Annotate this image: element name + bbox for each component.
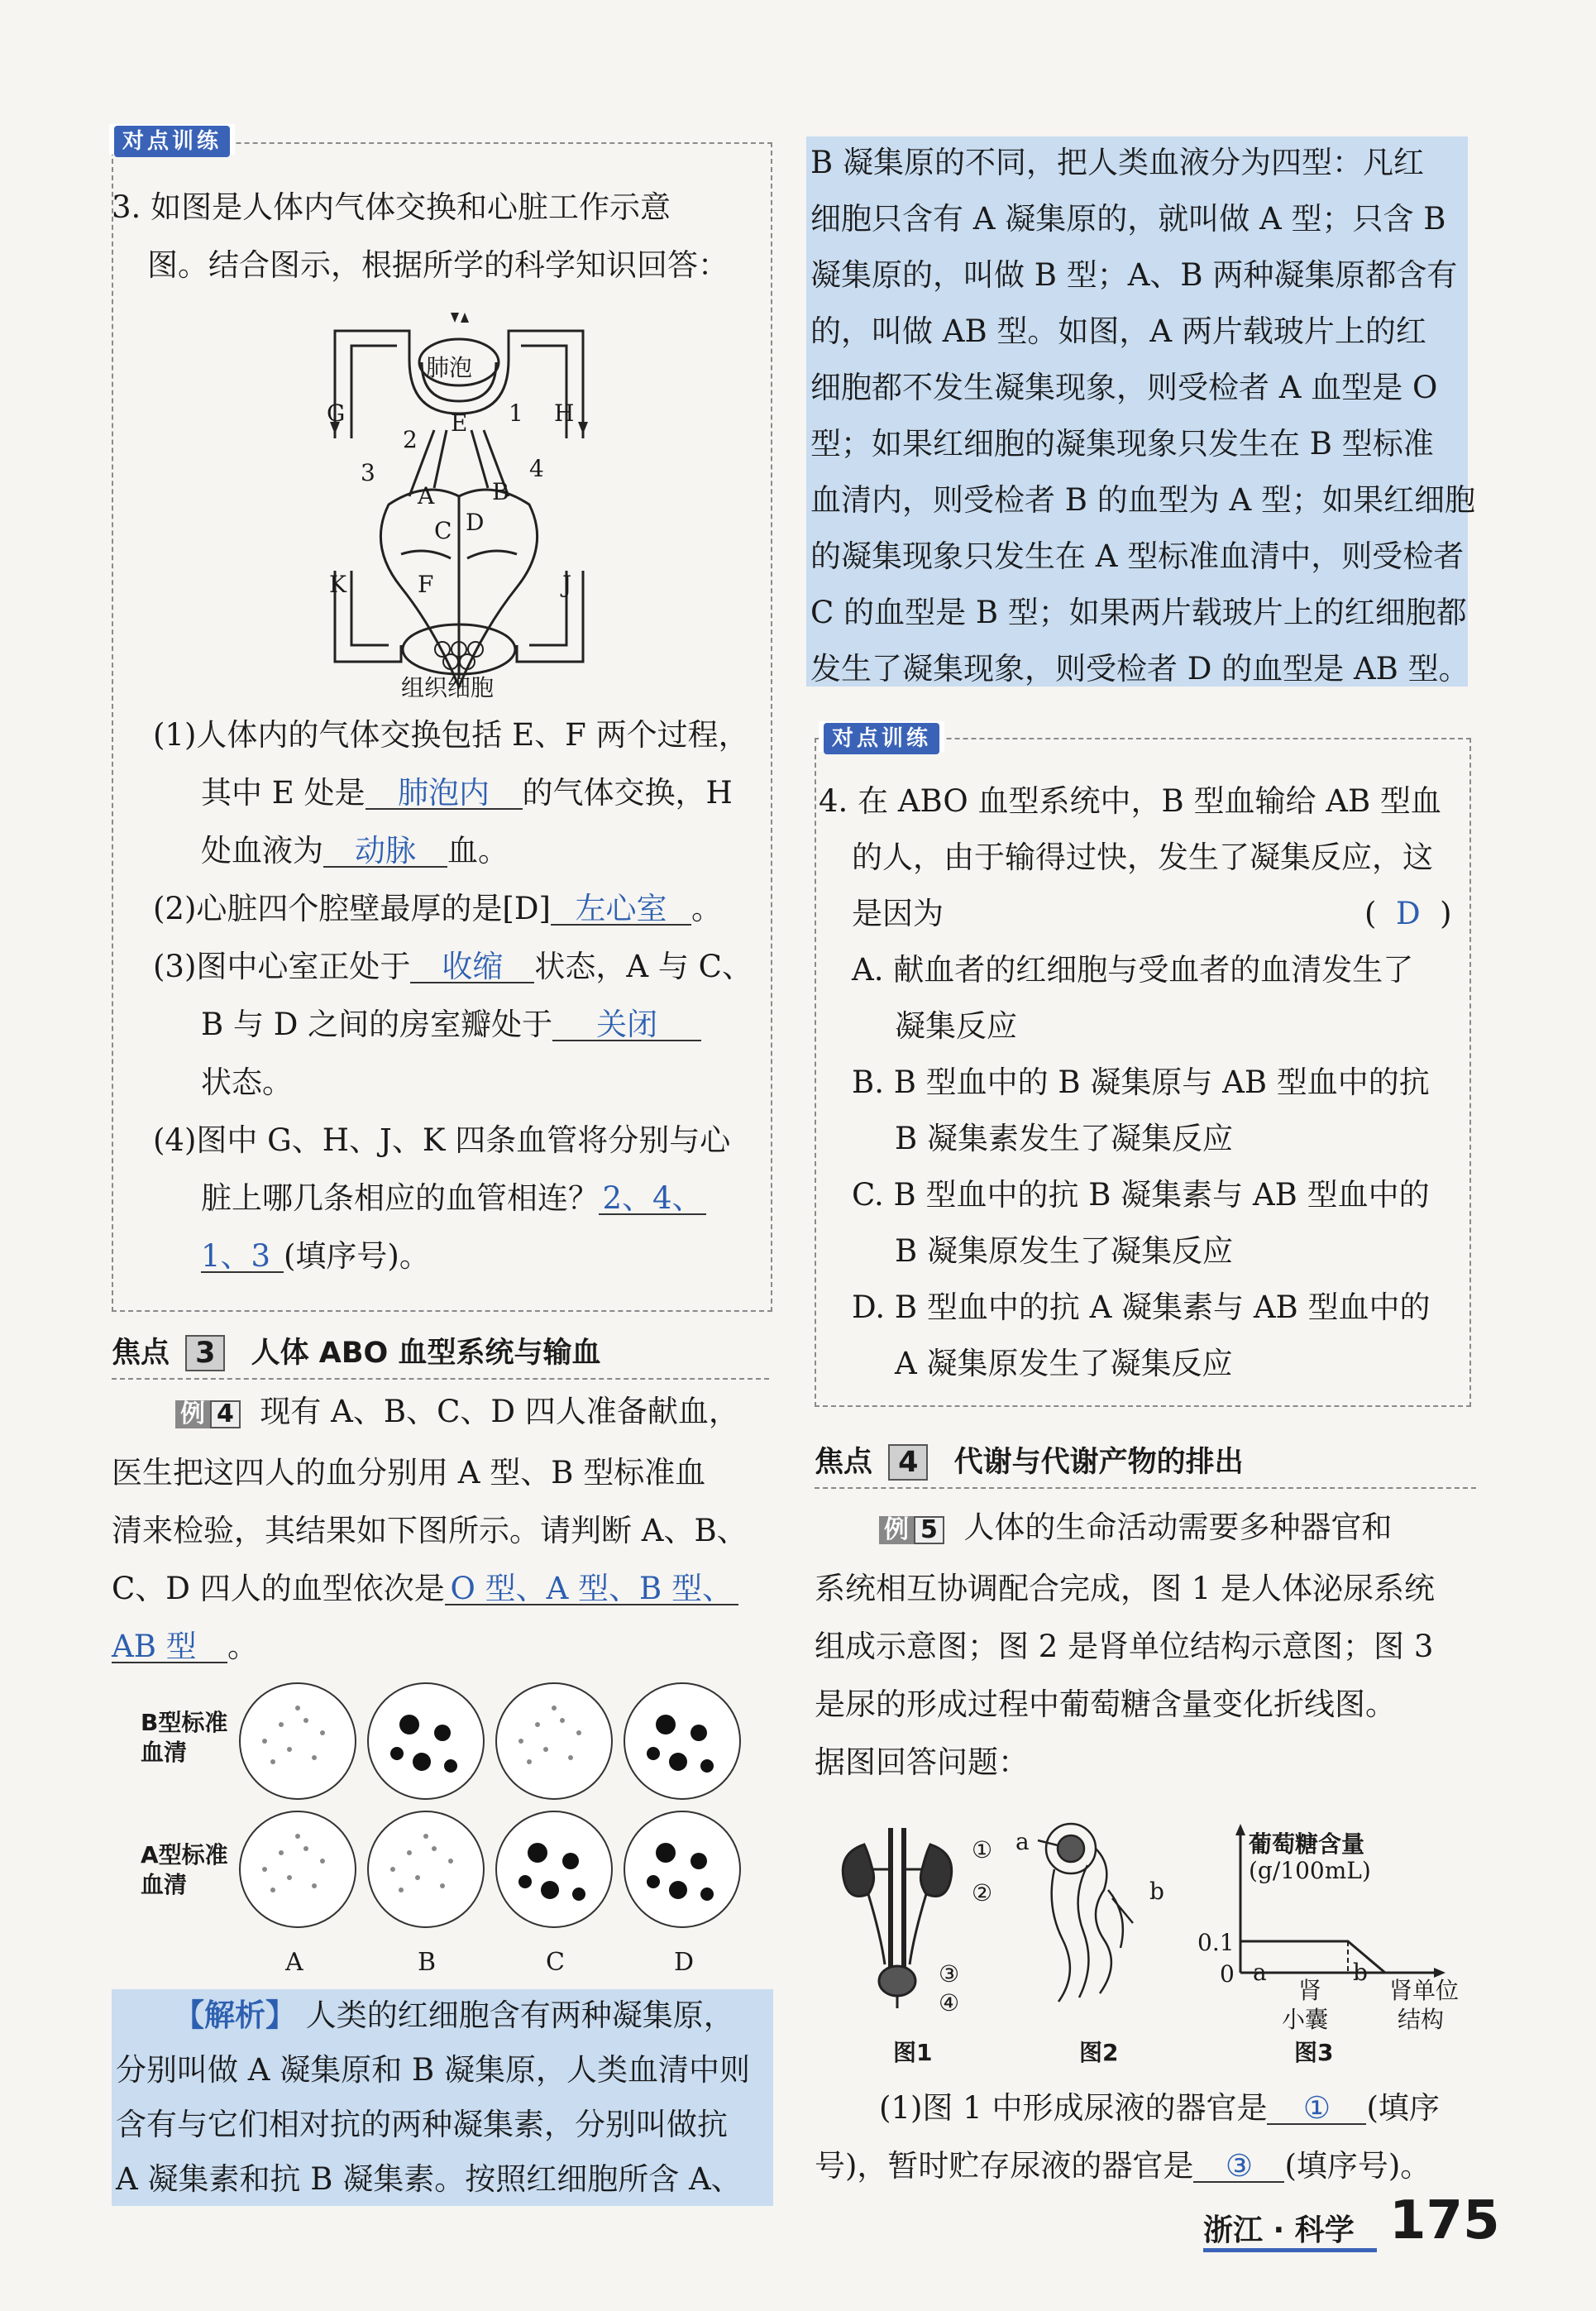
fig3-x-nephron-2: 结构 [1398, 2006, 1445, 2033]
fig2-caption: 图2 [1079, 2039, 1119, 2066]
ex5-line5: 据图回答问题： [815, 1744, 1029, 1780]
q4-option-d-2: A 凝集原发生了凝集反应 [895, 1346, 1233, 1381]
focus4-title: 代谢与代谢产物的排出 [953, 1446, 1244, 1479]
focus3-title: 人体 ABO 血型系统与输血 [251, 1337, 601, 1370]
diagram-label-f: F [418, 571, 434, 598]
answer-kidney: ① [1267, 2093, 1366, 2125]
fig1-label-1: ① [972, 1836, 993, 1864]
focus4-number: 4 [888, 1444, 928, 1481]
diagram-label-b: B [492, 478, 509, 505]
diagram-label-j: J [562, 571, 572, 598]
fig3-x-nephron-1: 肾单位 [1389, 1977, 1460, 2004]
ex4-line3: 清来检验，其结果如下图所示。请判断 A、B、 [112, 1513, 748, 1548]
analysis-r8: 的凝集现象只发生在 A 型标准血清中，则受检者 [810, 538, 1465, 574]
page-number: 175 [1389, 2190, 1500, 2251]
diagram-label-c: C [434, 517, 452, 544]
analysis-line1: 【解析】 人类的红细胞含有两种凝集原， [174, 1998, 734, 2033]
analysis-r1: B 凝集原的不同，把人类血液分为四型：凡红 [810, 145, 1424, 180]
ex5-line1: 例 5 人体的生命活动需要多种器官和 [879, 1512, 1392, 1544]
q4-option-a-1: A. 献血者的红细胞与受血者的血清发生了 [852, 952, 1414, 988]
answer-arterial: 动脉 [323, 835, 447, 868]
q4-option-a-2: 凝集反应 [895, 1008, 1017, 1044]
fig3-ylabel-1: 葡萄糖含量 [1249, 1830, 1365, 1858]
ex4-line1: 例 4 现有 A、B、C、D 四人准备献血， [175, 1396, 739, 1428]
practice-tag-2: 对点训练 [819, 721, 944, 752]
ex4-line5: AB 型 。 [112, 1629, 258, 1664]
analysis-line3: 含有与它们相对抗的两种凝集素，分别叫做抗 [116, 2107, 728, 2142]
analysis-r7: 血清内，则受检者 B 的血型为 A 型；如果红细胞 [810, 482, 1475, 518]
analysis-line2: 分别叫做 A 凝集原和 B 凝集原，人类血清中则 [116, 2052, 750, 2088]
q3-stem-line1: 3. 如图是人体内气体交换和心脏工作示意 [112, 189, 671, 225]
diagram-label-d: D [466, 509, 485, 536]
fig2-label-a: a [1015, 1828, 1030, 1855]
q4-stem-line1: 4. 在 ABO 血型系统中，B 型血输给 AB 型血 [819, 783, 1441, 819]
q3-sub2: (2)心脏四个腔壁最厚的是[D] 左心室 。 [153, 891, 722, 926]
q3-stem-line2: 图。结合图示，根据所学的科学知识回答： [147, 247, 729, 283]
q4-option-b-1: B. B 型血中的 B 凝集原与 AB 型血中的抗 [852, 1065, 1430, 1100]
q4-option-c-1: C. B 型血中的抗 B 凝集素与 AB 型血中的 [852, 1177, 1430, 1213]
answer-vessels-1: 2、4、 [599, 1183, 706, 1215]
focus3-number: 3 [185, 1335, 225, 1371]
answer-left-ventricle: 左心室 [551, 893, 691, 926]
ex4-line2: 医生把这四人的血分别用 A 型、B 型标准血 [112, 1455, 706, 1490]
diagram-label-3: 3 [361, 459, 375, 486]
answer-closed: 关闭 [552, 1009, 701, 1041]
ex5-line4: 是尿的形成过程中葡萄糖含量变化折线图。 [815, 1687, 1396, 1722]
a-serum-row-label: A型标准血清 [141, 1841, 228, 1899]
diagram-label-k: K [329, 571, 346, 598]
answer-blood-types-1: O 型、A 型、B 型、 [445, 1573, 738, 1605]
diagram-label-1: 1 [509, 400, 523, 427]
diagram-label-e: E [451, 409, 468, 437]
analysis-label: 【解析】 [174, 1998, 296, 2033]
fig1-label-3: ③ [939, 1960, 960, 1988]
fig2-label-b: b [1149, 1878, 1164, 1905]
answer-bladder: ③ [1193, 2151, 1284, 2183]
diagram-label-2: 2 [403, 426, 418, 453]
q4-answer: ( D ) [1364, 896, 1452, 931]
q4-option-b-2: B 凝集素发生了凝集反应 [895, 1121, 1233, 1156]
practice-tag-1 [109, 124, 235, 155]
fig1-label-2: ② [972, 1879, 993, 1907]
q3-sub1-line3: 处血液为 动脉 血。 [201, 833, 509, 868]
focus4-header: 焦点 4 代谢与代谢产物的排出 [815, 1439, 1476, 1489]
practice-tag-label: 对点训练 [114, 126, 230, 157]
fig3-x-a: a [1253, 1959, 1267, 1986]
dish-col-d: D [674, 1948, 695, 1977]
q3-sub4-line2: 脏上哪几条相应的血管相连？ 2、4、 [201, 1183, 706, 1215]
diagram-label-h: H [554, 400, 575, 427]
diagram-label-4: 4 [529, 455, 544, 482]
q4-option-c-2: B 凝集原发生了凝集反应 [895, 1233, 1233, 1269]
dish-col-c: C [546, 1948, 565, 1977]
ex5-sub1-line1: (1)图 1 中形成尿液的器官是 ① (填序 [879, 2090, 1440, 2126]
q4-stem-line3: 是因为 [852, 896, 944, 931]
tissue-cells-label: 组织细胞 [401, 674, 495, 701]
answer-blood-types-2: AB 型 [112, 1631, 227, 1663]
footer-region: 浙江 · 科学 [1203, 2213, 1355, 2247]
fig1-label-4: ④ [939, 1989, 960, 2017]
q3-sub3-line1: (3)图中心室正处于 收缩 状态，A 与 C、 [153, 949, 753, 984]
q3-sub4-line3: 1、3 (填序号)。 [201, 1238, 430, 1274]
ex5-line3: 组成示意图；图 2 是肾单位结构示意图；图 3 [815, 1629, 1434, 1664]
q3-sub4-line1: (4)图中 G、H、J、K 四条血管将分别与心 [153, 1122, 731, 1158]
fig3-x-capsule-2: 小囊 [1282, 2006, 1329, 2033]
analysis-r9: C 的血型是 B 型；如果两片载玻片上的红细胞都 [810, 595, 1467, 630]
fig3-y-tick-01: 0.1 [1197, 1929, 1235, 1956]
answer-contract: 收缩 [410, 951, 534, 983]
ex5-line2: 系统相互协调配合完成，图 1 是人体泌尿系统 [815, 1571, 1436, 1606]
analysis-r3: 凝集原的，叫做 B 型；A、B 两种凝集原都含有 [810, 257, 1458, 293]
fig3-y-tick-0: 0 [1220, 1960, 1235, 1988]
diagram-label-a: A [418, 482, 435, 510]
blood-test-dishes [232, 1675, 761, 1940]
fig3-x-b: b [1353, 1959, 1368, 1986]
y-arrow [1235, 1824, 1245, 1835]
dish-col-a: A [285, 1948, 303, 1977]
q3-sub3-line2: B 与 D 之间的房室瓣处于 关闭 [201, 1009, 701, 1041]
answer-vessels-2: 1、3 [201, 1241, 284, 1273]
b-serum-row-label: B型标准血清 [141, 1709, 228, 1767]
nephron-diagram [1021, 1816, 1145, 2006]
diagram-label-g: G [327, 400, 346, 427]
analysis-r6: 型；如果红细胞的凝集现象只发生在 B 型标准 [810, 426, 1434, 462]
q3-sub1-line2: 其中 E 处是 肺泡内 的气体交换，H [201, 775, 733, 811]
fig1-caption: 图1 [893, 2039, 933, 2066]
q4-stem-line2: 的人，由于输得过快，发生了凝集反应，这 [852, 840, 1433, 875]
analysis-line4: A 凝集素和抗 B 凝集素。按照红细胞所含 A、 [116, 2161, 742, 2197]
ex4-line4: C、D 四人的血型依次是 O 型、A 型、B 型、 [112, 1573, 738, 1605]
ex5-sub1-line2: 号)，暂时贮存尿液的器官是 ③ (填序号)。 [815, 2148, 1431, 2184]
analysis-r4: 的，叫做 AB 型。如图，A 两片载玻片上的红 [810, 313, 1426, 349]
fig3-caption: 图3 [1294, 2039, 1334, 2066]
footer-rule [1203, 2248, 1377, 2252]
fig3-x-capsule-1: 肾 [1298, 1977, 1322, 2004]
analysis-r2: 细胞只含有 A 凝集原的，就叫做 A 型；只含 B [810, 201, 1446, 237]
analysis-r5: 细胞都不发生凝集现象，则受检者 A 血型是 O [810, 370, 1438, 405]
q4-option-d-1: D. B 型血中的抗 A 凝集素与 AB 型血中的 [852, 1289, 1431, 1325]
fig3-ylabel-2: (g/100mL) [1249, 1857, 1371, 1884]
analysis-r10: 发生了凝集现象，则受检者 D 的血型是 AB 型。 [810, 651, 1469, 687]
q3-sub3-line3: 状态。 [201, 1065, 293, 1100]
dish-col-b: B [418, 1948, 437, 1977]
focus3-header: 焦点 3 人体 ABO 血型系统与输血 [112, 1330, 769, 1380]
answer-alveolus: 肺泡内 [366, 778, 523, 810]
alveolus-label: 肺泡 [426, 354, 473, 381]
q3-sub1-line1: (1)人体内的气体交换包括 E、F 两个过程， [153, 717, 749, 753]
